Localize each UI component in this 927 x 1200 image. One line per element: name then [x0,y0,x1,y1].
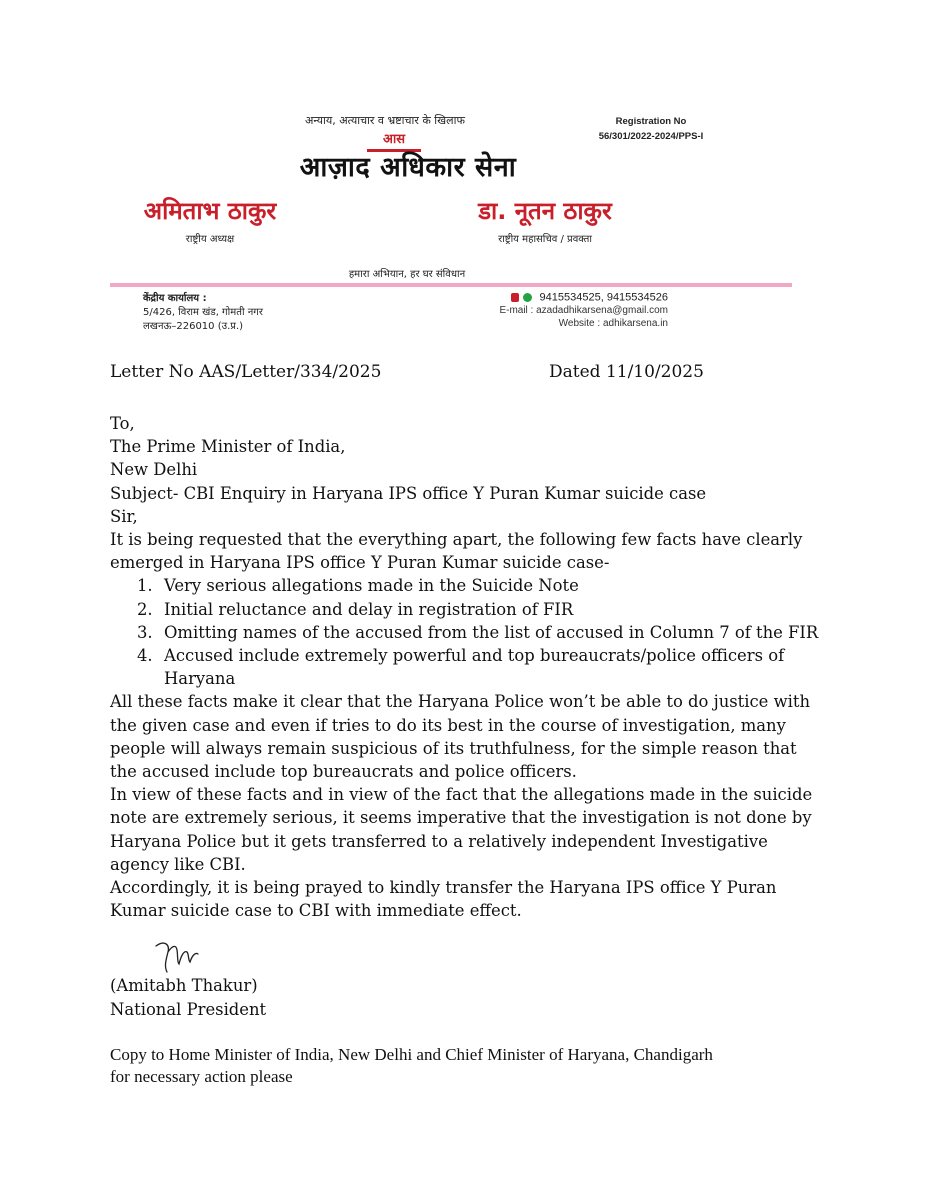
to-line: To, [110,414,135,433]
signatory-name: (Amitabh Thakur) [110,976,258,995]
phone-numbers: 9415534525, 9415534526 [539,291,668,304]
phone-line [470,291,668,304]
paragraph-line: note are extremely serious, it seems imperative that the investigation is not done by [110,808,812,828]
letterhead-tagline: अन्याय, अत्याचार व भ्रष्टाचार के खिलाफ [305,114,465,127]
paragraph-line: Haryana Police but it gets transferred to a relatively independent Investigative [110,831,768,851]
letter-date: Dated 11/10/2025 [549,362,704,382]
salutation: Sir, [110,506,138,526]
subject-line: Subject- CBI Enquiry in Haryana IPS office Y Puran Kumar suicide case [110,483,707,503]
signatory-block [110,974,266,1022]
recipient-city: New Delhi [110,460,198,480]
signatory-title: National President [110,1000,267,1019]
address-line2: लखनऊ–226010 (उ.प्र.) [143,321,244,332]
list-item: 1. Very serious allegations made in the Suicide Note [137,576,579,596]
contact-email: E-mail : azadadhikarsena@gmail.com [499,305,668,317]
registration-number: 56/301/2022-2024/PPS-I [598,131,704,142]
paragraph-line: Accordingly, it is being prayed to kindly transfer the Haryana IPS office Y Puran [110,878,777,898]
address-line1: 5/426, विराम खंड, गोमती नगर [143,307,263,318]
secretary-block [438,194,652,245]
office-address [143,292,343,334]
letter-number: Letter No AAS/Letter/334/2025 [110,362,382,382]
paragraph-line: agency like CBI. [110,854,246,874]
president-role: राष्ट्रीय अध्यक्ष [185,234,235,245]
president-block [110,194,310,245]
signature [150,938,200,976]
letterhead-divider [110,283,792,287]
intro-line: emerged in Haryana IPS office Y Puran Kumar suicide case- [110,553,610,573]
list-item: 2. Initial reluctance and delay in registration of FIR [137,599,574,619]
copy-line: for necessary action please [110,1067,293,1086]
list-item-continuation: Haryana [164,669,236,689]
list-item: 4. Accused include extremely powerful and top bureaucrats/police officers of [137,646,785,666]
paragraph-line: people will always remain suspicious of its truthfulness, for the simple reason that [110,738,797,758]
recipient: The Prime Minister of India, [110,437,346,457]
registration-label: Registration No [615,116,687,127]
phone-icon [511,293,519,302]
list-item: 3. Omitting names of the accused from the list of accused in Column 7 of the FIR [137,622,819,642]
intro-line: It is being requested that the everything apart, the following few facts have clearly [110,530,803,550]
copy-line: Copy to Home Minister of India, New Delhi and Chief Minister of Haryana, Chandigarh [110,1045,713,1064]
contact-website: Website : adhikarsena.in [558,318,668,330]
registration-info [586,114,716,144]
copy-to [110,1044,850,1088]
whatsapp-icon [523,293,532,302]
president-name: अमिताभ ठाकुर [143,197,277,225]
paragraph-line: All these facts make it clear that the Haryana Police won’t be able to do justice with [110,692,810,712]
letter-body [110,412,830,922]
paragraph-line: the given case and even if tries to do its best in the course of investigation, many [110,715,786,735]
org-name: आज़ाद अधिकार सेना [299,152,517,183]
org-motto: हमारा अभियान, हर घर संविधान [348,269,466,280]
contact-info [470,291,668,330]
paragraph-line: In view of these facts and in view of the fact that the allegations made in the suicide [110,785,813,805]
paragraph-line: Kumar suicide case to CBI with immediate effect. [110,901,522,921]
paragraph-line: the accused include top bureaucrats and police officers. [110,762,577,782]
org-logo: आस [367,131,421,152]
secretary-role: राष्ट्रीय महासचिव / प्रवक्ता [498,234,592,245]
secretary-name: डा. नूतन ठाकुर [478,197,612,225]
address-title: केंद्रीय कार्यालय : [143,293,207,304]
